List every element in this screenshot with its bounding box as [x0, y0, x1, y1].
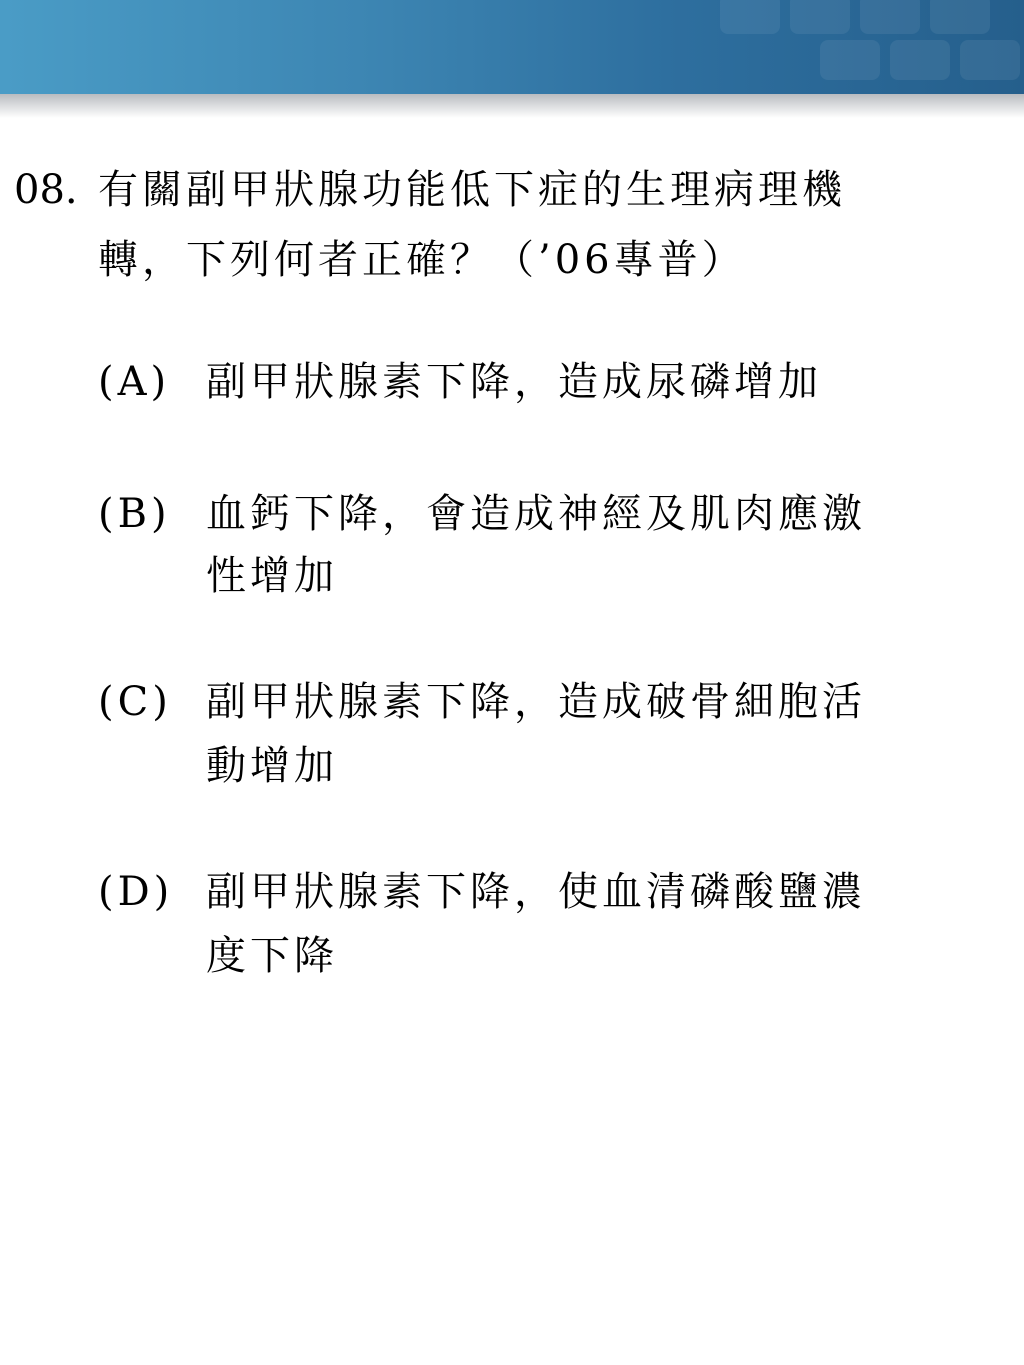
option-b-label: (B)	[98, 491, 171, 537]
question-stem-line2: 轉，下列何者正確？（’06專普）	[98, 237, 746, 283]
option-d-text-line2: 度下降	[206, 933, 338, 979]
banner-decoration	[790, 0, 850, 34]
option-b-text-line1: 血鈣下降，會造成神經及肌肉應激	[206, 491, 866, 537]
header-banner	[0, 0, 1024, 94]
question-number: 08.	[14, 167, 78, 213]
banner-decoration	[820, 40, 880, 80]
option-d-label: (D)	[98, 869, 174, 915]
option-a-label: (A)	[98, 359, 171, 405]
banner-decoration	[890, 40, 950, 80]
option-a-text: 副甲狀腺素下降，造成尿磷增加	[206, 359, 822, 405]
option-c-text-line2: 動增加	[206, 743, 338, 789]
option-d-text-line1: 副甲狀腺素下降，使血清磷酸鹽濃	[206, 869, 866, 915]
banner-decoration	[930, 0, 990, 34]
banner-shadow	[0, 94, 1024, 118]
option-c-text-line1: 副甲狀腺素下降，造成破骨細胞活	[206, 679, 866, 725]
question-stem-line1: 有關副甲狀腺功能低下症的生理病理機	[98, 167, 846, 213]
option-b-text-line2: 性增加	[206, 553, 338, 599]
banner-decoration	[720, 0, 780, 34]
banner-decoration	[860, 0, 920, 34]
banner-decoration	[960, 40, 1020, 80]
option-c-label: (C)	[98, 679, 172, 725]
